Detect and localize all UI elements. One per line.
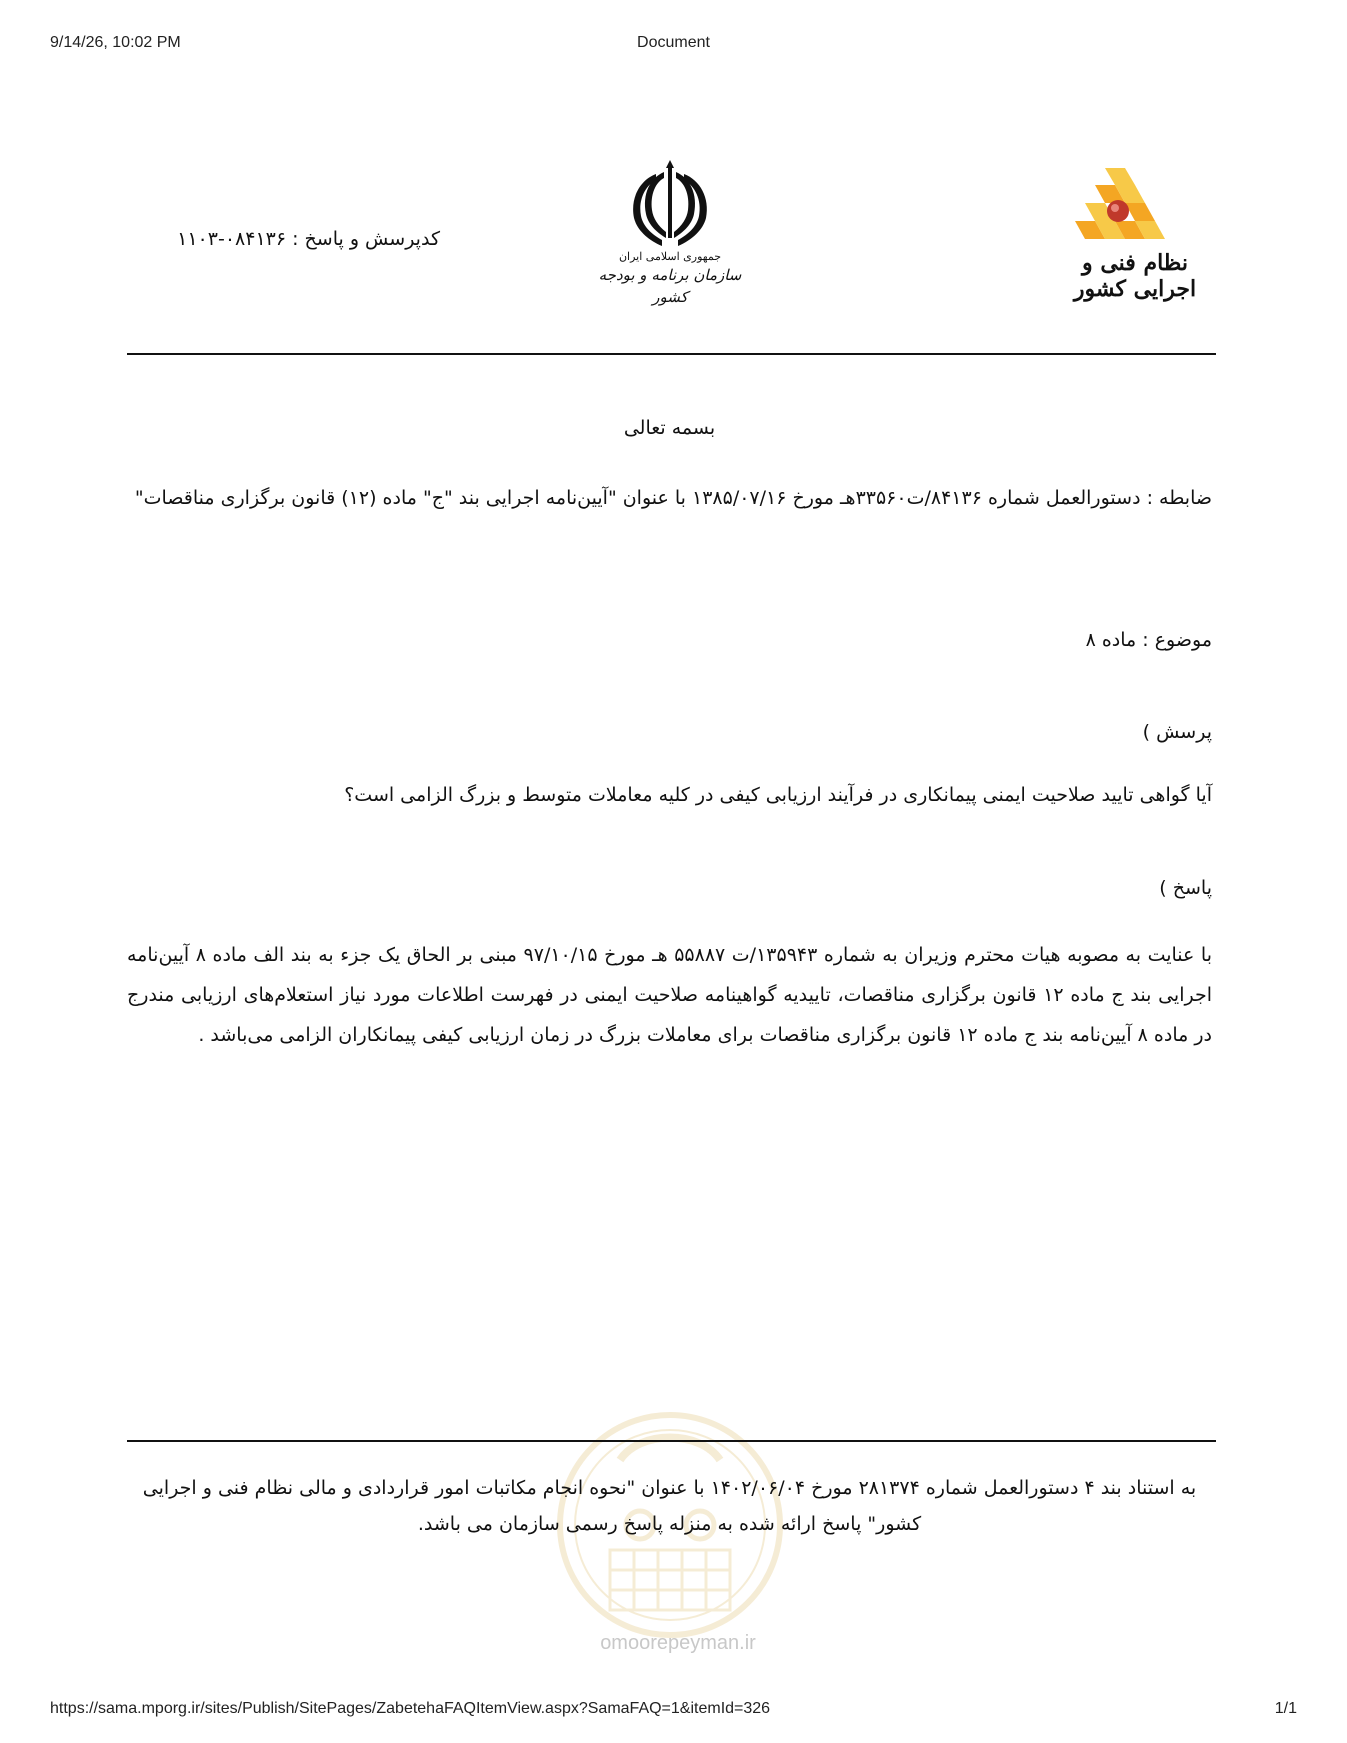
basmala: بسمه تعالی — [623, 417, 716, 439]
official-response-note: به استناد بند ۴ دستورالعمل شماره ۲۸۱۳۷۴ مورخ ۱۴۰۲/۰۶/۰۴ با عنوان "نحوه انجام مکاتبات امور قراردادی و مالی نظام فنی و اجرایی کشور" پاسخ ارائه شده به منزله پاسخ رسمی سازمان می باشد. — [142, 1477, 1197, 1535]
subject-line: موضوع : ماده ۸ — [1085, 629, 1212, 651]
print-datetime: 9/14/26, 10:02 PM — [50, 34, 181, 51]
question-text: آیا گواهی تایید صلاحیت ایمنی پیمانکاری در فرآیند ارزیابی کیفی در کلیه معاملات متوسط و بزرگ الزامی است؟ — [344, 784, 1212, 806]
header-divider — [127, 353, 1216, 355]
watermark-site: omoorepeyman.ir — [600, 1632, 756, 1654]
regulation-reference: ضابطه : دستورالعمل شماره ۸۴۱۳۶/ت۳۳۵۶۰هـ مورخ ۱۳۸۵/۰۷/۱۶ با عنوان "آیین‌نامه اجرایی بند "ج" ماده (۱۲) قانون برگزاری مناقصات" — [134, 487, 1212, 509]
footer-divider — [127, 1440, 1216, 1442]
emblem-caption-line2: سازمان برنامه و بودجه کشور — [598, 266, 742, 306]
answer-heading: پاسخ ) — [1159, 877, 1212, 899]
print-page-number: 1/1 — [1274, 1700, 1297, 1717]
qa-code: کدپرسش و پاسخ : ۰۸۴۱۳۶-۱۱۰۳ — [177, 228, 440, 250]
iran-emblem-icon — [620, 158, 720, 254]
emblem-caption-line1: جمهوری اسلامی ایران — [618, 250, 722, 263]
emblem-caption — [590, 250, 750, 308]
print-title: Document — [637, 34, 710, 51]
technical-system-logo-text: نظام فنی و اجرایی کشور — [1073, 250, 1197, 302]
answer-text: با عنایت به مصوبه هیات محترم وزیران به شماره ۱۳۵۹۴۳/ت ۵۵۸۸۷ هـ مورخ ۹۷/۱۰/۱۵ مبنی بر الحاق یک جزء به بند الف ماده ۸ آیین‌نامه اجرایی بند ج ماده ۱۲ قانون برگزاری مناقصات، تاییدیه گواهینامه صلاحیت ایمنی در فهرست اطلاعات مورد نیاز استعلام‌های ارزیابی مندرج در ماده ۸ آیین‌نامه بند ج ماده ۱۲ قانون برگزاری مناقصات برای معاملات بزرگ در زمان ارزیابی کیفی پیمانکاران الزامی می‌باشد . — [127, 944, 1212, 1046]
print-url: https://sama.mporg.ir/sites/Publish/SitePages/ZabetehaFAQItemView.aspx?SamaFAQ=1&itemId=326 — [50, 1700, 771, 1717]
question-heading: پرسش ) — [1142, 721, 1212, 743]
